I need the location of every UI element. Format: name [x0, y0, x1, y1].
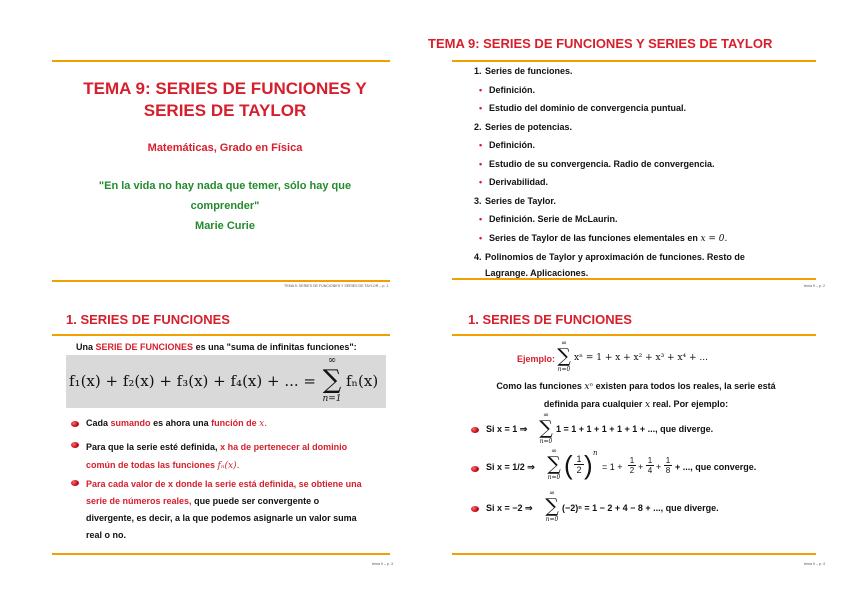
bottom-rule: [452, 553, 816, 555]
toc-item: 4. Polinomios de Taylor y aproximación de funciones. Resto de Lagrange. Aplicaciones.: [474, 252, 745, 278]
slide-title: 1. SERIES DE FUNCIONES: [66, 312, 230, 327]
slide-footer: tema 9 – p. 3: [372, 562, 393, 566]
slide-1: [0, 0, 424, 300]
case-x-equals-half: Si x = 1/2 ⇒ ∞ ∑ n=0 ( 1 2 ) n = 1 + 1 2 + 1 4 + 1 8 + ..., que converge.: [486, 447, 757, 481]
bullet-icon: [71, 421, 79, 427]
top-rule: [52, 334, 390, 336]
bottom-rule: [52, 553, 390, 555]
slide-2: [424, 0, 848, 300]
sum-symbol: ∞ ∑ n=1: [322, 355, 342, 404]
bullet-icon: [71, 480, 79, 486]
toc-subitem: • Definición.: [489, 136, 848, 155]
quote-author: Marie Curie: [195, 220, 255, 232]
slide-3: [0, 300, 424, 600]
case-x-equals-1: Si x = 1 ⇒ ∞ ∑ n=0 1 = 1 + 1 + 1 + 1 + 1 + ..., que diverge.: [486, 411, 714, 445]
toc-subitem: • Estudio del dominio de convergencia puntual.: [489, 99, 848, 118]
description-text: Como las funciones xⁿ existen para todos los reales, la serie está definida para cualquier x real. Por ejemplo:: [496, 381, 776, 410]
top-rule: [52, 60, 390, 62]
toc-subitem: • Definición.: [489, 81, 848, 100]
slide-4: [424, 300, 848, 600]
example-formula: Ejemplo: ∞ ∑ n=0 xⁿ = 1 + x + x² + x³ + x⁴ + ...: [517, 339, 708, 373]
bullet-icon: [471, 506, 479, 512]
toc-subitem: • Definición. Serie de McLaurin.: [489, 210, 848, 229]
case-x-equals-minus-2: Si x = −2 ⇒ ∞ ∑ n=0 (−2)ⁿ = 1 − 2 + 4 − 8 + ..., que diverge.: [486, 489, 719, 523]
bottom-rule: [52, 280, 390, 282]
bullet-text: Cada sumando es ahora una función de x.: [86, 418, 268, 429]
slide-title: TEMA 9: SERIES DE FUNCIONES Y SERIES DE TAYLOR: [428, 36, 773, 51]
bullet-icon: [471, 466, 479, 472]
intro-text: Una SERIE DE FUNCIONES es una "suma de infinitas funciones":: [76, 342, 357, 352]
series-formula-box: [66, 355, 386, 408]
slide-footer: tema 9 – p. 2: [804, 284, 825, 288]
toc-item: 1. Series de funciones.: [474, 66, 573, 76]
toc-subitem: • Derivabilidad.: [489, 173, 848, 192]
slide-title: 1. SERIES DE FUNCIONES: [468, 312, 632, 327]
bullet-icon: [471, 427, 479, 433]
toc-subitem: • Series de Taylor de las funciones elementales en x = 0.: [489, 229, 848, 249]
bullet-icon: [71, 442, 79, 448]
bottom-rule: [452, 278, 816, 280]
formula-lhs: f₁(x) + f₂(x) + f₃(x) + f₄(x) + ... =: [69, 372, 316, 390]
bullet-text: Para cada valor de x donde la serie está definida, se obtiene una serie de números reales, que puede ser convergente o divergente, es decir, a la que podemos asignarle un valor suma real o no.: [86, 479, 362, 540]
slide-footer: TEMA 9: SERIES DE FUNCIONES Y SERIES DE TAYLOR – p. 1: [284, 284, 389, 288]
toc-item: 2. Series de potencias.: [474, 121, 573, 132]
subtitle: Matemáticas, Grado en Física: [147, 142, 303, 154]
bullet-text: Para que la serie esté definida, x ha de pertenecer al dominio común de todas las funciones fₙ(x).: [86, 442, 348, 471]
top-rule: [452, 334, 816, 336]
presentation-title: TEMA 9: SERIES DE FUNCIONES Y SERIES DE TAYLOR: [83, 79, 367, 120]
formula-term: fₙ(x): [346, 372, 379, 390]
toc-item: 3. Series de Taylor.: [474, 195, 556, 206]
toc-subitem: • Estudio de su convergencia. Radio de convergencia.: [489, 155, 848, 174]
slide-footer: tema 9 – p. 4: [804, 562, 825, 566]
table-of-contents: [424, 62, 848, 281]
quote: "En la vida no hay nada que temer, sólo hay que comprender" Marie Curie: [98, 180, 352, 232]
